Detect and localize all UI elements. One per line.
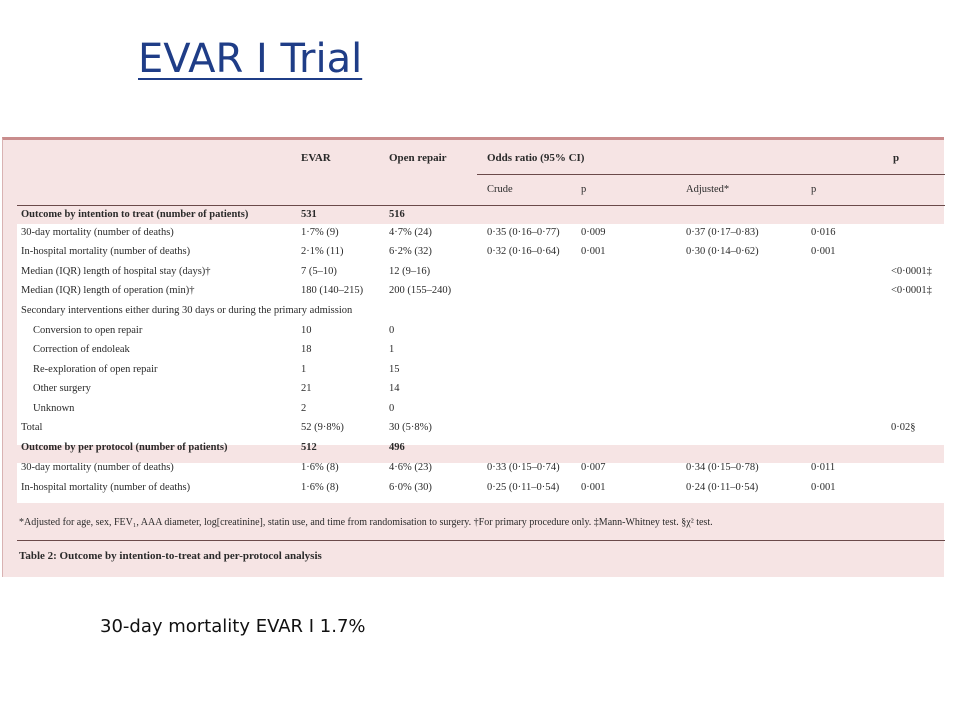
table-row <box>3 325 945 343</box>
header-open-repair: Open repair <box>389 152 447 164</box>
table-cell-label: Other surgery <box>33 383 91 394</box>
header-p-adjusted: p <box>811 184 817 195</box>
table-cell-evar: 531 <box>301 209 317 220</box>
table-cell-open: 4·7% (24) <box>389 227 432 238</box>
table-cell-label: Outcome by intention to treat (number of patients) <box>21 209 249 220</box>
table-cell-evar: 1·7% (9) <box>301 227 339 238</box>
divider <box>17 205 945 206</box>
table-row <box>3 482 945 500</box>
table-cell-open: 200 (155–240) <box>389 285 452 296</box>
table-cell-label: Secondary interventions either during 30 days or during the primary admission <box>21 305 353 316</box>
table-cell-open: 4·6% (23) <box>389 462 432 473</box>
table-cell-p: <0·0001‡ <box>891 285 932 296</box>
table-cell-open: 6·2% (32) <box>389 246 432 257</box>
table-cell-p: <0·0001‡ <box>891 266 932 277</box>
table-row <box>3 246 945 264</box>
table-row <box>3 364 945 382</box>
table-caption: Table 2: Outcome by intention-to-treat and per-protocol analysis <box>19 550 322 562</box>
table-cell-label: Median (IQR) length of operation (min)† <box>21 285 195 296</box>
table-cell-evar: 1 <box>301 364 307 375</box>
table-cell-open: 15 <box>389 364 400 375</box>
table-cell-p1: 0·001 <box>581 246 606 257</box>
table-cell-open: 12 (9–16) <box>389 266 431 277</box>
header-odds-ratio: Odds ratio (95% CI) <box>487 152 585 164</box>
table-cell-evar: 1·6% (8) <box>301 482 339 493</box>
table-cell-label: Total <box>21 422 43 433</box>
table-cell-p2: 0·016 <box>811 227 836 238</box>
table-cell-p1: 0·001 <box>581 482 606 493</box>
table-cell-label: In-hospital mortality (number of deaths) <box>21 482 191 493</box>
table-cell-label: Unknown <box>33 403 75 414</box>
table-row <box>3 227 945 245</box>
table-cell-p1: 0·009 <box>581 227 606 238</box>
table-panel <box>2 137 944 577</box>
slide-title: EVAR I Trial <box>138 36 363 82</box>
table-cell-adj: 0·34 (0·15–0·78) <box>686 462 759 473</box>
table-row <box>3 266 945 284</box>
table-row <box>3 305 945 323</box>
table-row <box>3 344 945 362</box>
table-cell-evar: 18 <box>301 344 312 355</box>
header-evar: EVAR <box>301 152 331 164</box>
table-cell-open: 1 <box>389 344 395 355</box>
table-cell-adj: 0·30 (0·14–0·62) <box>686 246 759 257</box>
table-row <box>3 422 945 440</box>
table-row <box>3 462 945 480</box>
table-cell-evar: 1·6% (8) <box>301 462 339 473</box>
table-cell-adj: 0·37 (0·17–0·83) <box>686 227 759 238</box>
table-cell-label: Outcome by per protocol (number of patients) <box>21 442 228 453</box>
header-p: p <box>893 152 900 164</box>
table-cell-evar: 52 (9·8%) <box>301 422 344 433</box>
table-cell-label: Re-exploration of open repair <box>33 364 158 375</box>
table-row <box>3 403 945 421</box>
table-cell-open: 496 <box>389 442 405 453</box>
table-cell-crude: 0·32 (0·16–0·64) <box>487 246 560 257</box>
header-adjusted: Adjusted* <box>686 184 730 195</box>
table-cell-adj: 0·24 (0·11–0·54) <box>686 482 759 493</box>
table-cell-evar: 512 <box>301 442 317 453</box>
divider <box>17 540 945 541</box>
table-row <box>3 383 945 401</box>
table-cell-crude: 0·35 (0·16–0·77) <box>487 227 560 238</box>
table-cell-evar: 180 (140–215) <box>301 285 364 296</box>
table-cell-label: Conversion to open repair <box>33 325 143 336</box>
table-cell-evar: 2 <box>301 403 307 414</box>
table-cell-p2: 0·001 <box>811 482 836 493</box>
table-cell-p1: 0·007 <box>581 462 606 473</box>
table-cell-open: 6·0% (30) <box>389 482 432 493</box>
table-cell-open: 30 (5·8%) <box>389 422 432 433</box>
table-cell-open: 0 <box>389 325 395 336</box>
table-row <box>3 209 945 227</box>
table-cell-open: 516 <box>389 209 405 220</box>
mortality-note: 30-day mortality EVAR I 1.7% <box>100 616 366 637</box>
header-crude: Crude <box>487 184 513 195</box>
table-cell-crude: 0·33 (0·15–0·74) <box>487 462 560 473</box>
table-cell-evar: 7 (5–10) <box>301 266 337 277</box>
table-cell-p2: 0·011 <box>811 462 836 473</box>
table-row <box>3 442 945 460</box>
table-cell-label: 30-day mortality (number of deaths) <box>21 462 174 473</box>
table-cell-evar: 10 <box>301 325 312 336</box>
table-cell-evar: 21 <box>301 383 312 394</box>
table-cell-label: In-hospital mortality (number of deaths) <box>21 246 191 257</box>
table-cell-open: 14 <box>389 383 400 394</box>
table-cell-label: 30-day mortality (number of deaths) <box>21 227 174 238</box>
table-cell-p: 0·02§ <box>891 422 916 433</box>
table-cell-evar: 2·1% (11) <box>301 246 344 257</box>
table-footnote: *Adjusted for age, sex, FEV₁, AAA diameter, log[creatinine], statin use, and time from randomisation to surgery. †For primary procedure only. ‡Mann-Whitney test. §χ² test. <box>19 517 713 528</box>
table-row <box>3 285 945 303</box>
table-cell-p2: 0·001 <box>811 246 836 257</box>
table-cell-label: Correction of endoleak <box>33 344 130 355</box>
table-cell-open: 0 <box>389 403 395 414</box>
header-p-crude: p <box>581 184 587 195</box>
table-cell-crude: 0·25 (0·11–0·54) <box>487 482 560 493</box>
table-cell-label: Median (IQR) length of hospital stay (days)† <box>21 266 211 277</box>
divider <box>477 174 945 175</box>
